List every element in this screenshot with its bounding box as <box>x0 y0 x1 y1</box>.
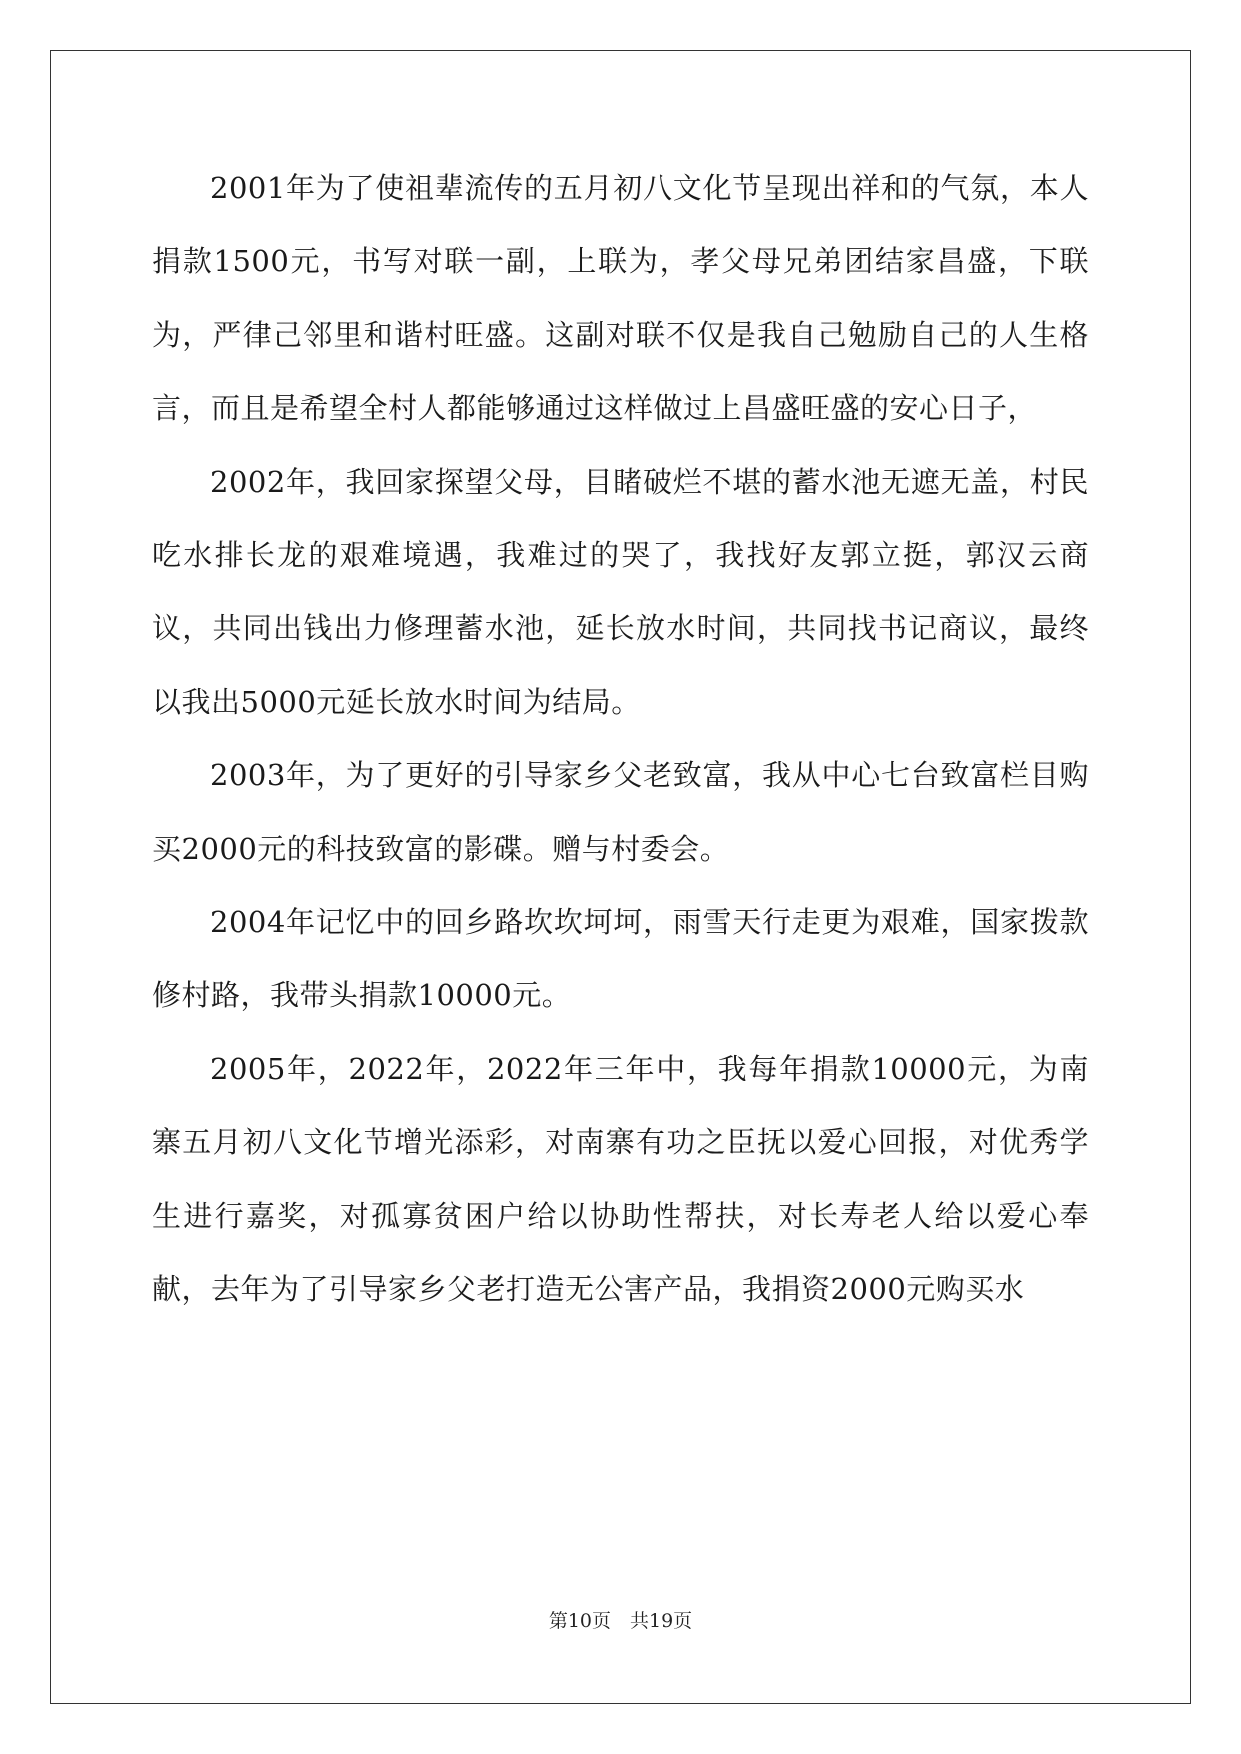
paragraph-2004: 2004年记忆中的回乡路坎坎坷坷，雨雪天行走更为艰难，国家拨款修村路，我带头捐款10000元。 <box>152 905 1089 1013</box>
paragraph-2001: 2001年为了使祖辈流传的五月初八文化节呈现出祥和的气氛，本人捐款1500元，书写对联一副，上联为，孝父母兄弟团结家昌盛，下联为，严律己邻里和谐村旺盛。这副对联不仅是我自己勉励自己的人生格言，而且是希望全村人都能够通过这样做过上昌盛旺盛的安心日子， <box>152 171 1089 426</box>
paragraph-2002: 2002年，我回家探望父母，目睹破烂不堪的蓄水池无遮无盖，村民吃水排长龙的艰难境遇，我难过的哭了，我找好友郭立挺，郭汉云商议，共同出钱出力修理蓄水池，延长放水时间，共同找书记商议，最终以我出5000元延长放水时间为结局。 <box>152 464 1089 719</box>
paragraph-2003: 2003年，为了更好的引导家乡父老致富，我从中心七台致富栏目购买2000元的科技致富的影碟。赠与村委会。 <box>152 758 1089 866</box>
page-number-footer: 第10页 共19页 <box>548 1610 693 1632</box>
document-body <box>152 152 1089 1327</box>
paragraph-2005: 2005年，2022年，2022年三年中，我每年捐款10000元，为南寨五月初八文化节增光添彩，对南寨有功之臣抚以爱心回报，对优秀学生进行嘉奖，对孤寡贫困户给以协助性帮扶，对长寿老人给以爱心奉献，去年为了引导家乡父老打造无公害产品，我捐资2000元购买水 <box>152 1051 1089 1307</box>
